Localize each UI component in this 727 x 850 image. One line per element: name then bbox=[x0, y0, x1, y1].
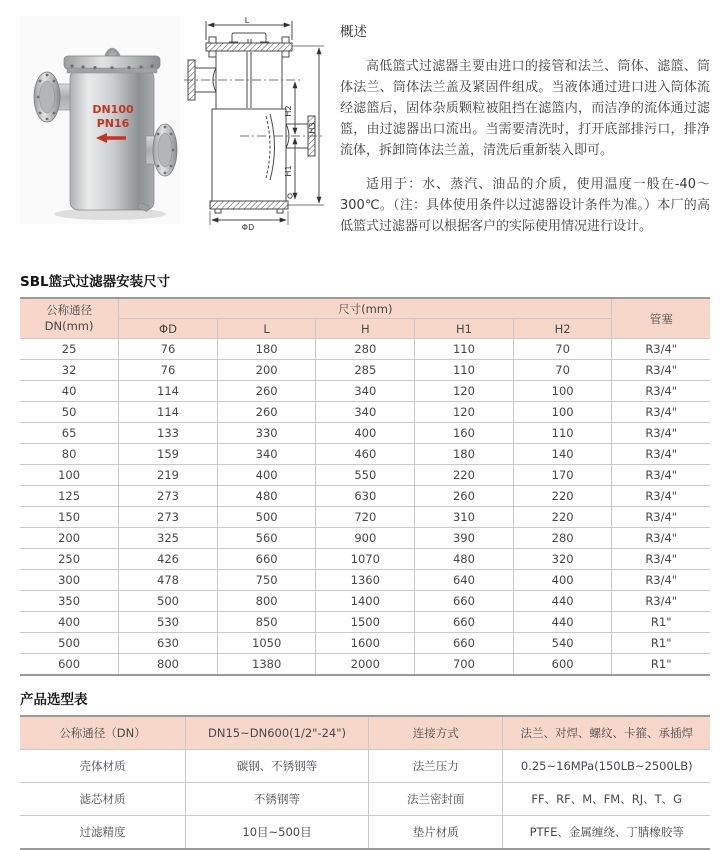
selection-cell: 10目~500目 bbox=[186, 816, 369, 850]
dimension-cell: 100 bbox=[513, 402, 612, 423]
dimension-cell: 120 bbox=[415, 381, 514, 402]
dimension-cell: 1360 bbox=[316, 570, 415, 591]
dimension-cell: 1070 bbox=[316, 549, 415, 570]
dimension-cell: 400 bbox=[217, 465, 316, 486]
dimension-cell: 273 bbox=[119, 486, 218, 507]
dimension-cell: 660 bbox=[415, 612, 514, 633]
dimension-cell: R1" bbox=[612, 612, 710, 633]
dimension-cell: 500 bbox=[217, 507, 316, 528]
dimension-cell: 340 bbox=[217, 444, 316, 465]
dimension-cell: 800 bbox=[217, 591, 316, 612]
dimension-cell: 40 bbox=[20, 381, 119, 402]
dimension-cell: R1" bbox=[612, 654, 710, 676]
dimension-table-header-row-2 bbox=[20, 319, 710, 339]
dim-label-H2: H2 bbox=[284, 105, 293, 117]
dimension-cell: 480 bbox=[217, 486, 316, 507]
product-photo bbox=[20, 16, 180, 224]
dimension-cell: 900 bbox=[316, 528, 415, 549]
header-dn-line1: 公称通径 bbox=[46, 303, 93, 318]
selection-cell: 不锈钢等 bbox=[186, 783, 369, 816]
dimension-cell: R3/4" bbox=[612, 402, 710, 423]
dimension-cell: 300 bbox=[20, 570, 119, 591]
selection-cell: 垫片材质 bbox=[368, 816, 503, 850]
dimension-cell: R3/4" bbox=[612, 423, 710, 444]
dim-label-L: L bbox=[244, 16, 250, 25]
header-phiD: ΦD bbox=[119, 319, 218, 339]
overview-paragraph-2: 适用于：水、蒸汽、油品的介质，使用温度一般在-40～300℃。（注：具体使用条件以过滤器设计条件为准。）本厂的高低篮式过滤器可以根据客户的实际使用情况进行设计。 bbox=[340, 177, 710, 235]
dimension-cell: 400 bbox=[513, 570, 612, 591]
dim-label-H1: H1 bbox=[284, 165, 293, 177]
dimension-table-row bbox=[20, 549, 710, 570]
dimension-table-row bbox=[20, 591, 710, 612]
dimension-cell: 480 bbox=[415, 549, 514, 570]
dimension-cell: 800 bbox=[119, 654, 218, 676]
dimension-cell: 100 bbox=[20, 465, 119, 486]
dimension-table-row bbox=[20, 444, 710, 465]
selection-table-row bbox=[20, 750, 710, 783]
dimension-cell: 850 bbox=[217, 612, 316, 633]
dimension-cell: 660 bbox=[415, 591, 514, 612]
dimension-cell: 460 bbox=[316, 444, 415, 465]
header-H2: H2 bbox=[513, 319, 612, 339]
selection-cell: 连接方式 bbox=[368, 716, 503, 750]
dimension-cell: 70 bbox=[513, 360, 612, 381]
dimension-cell: 160 bbox=[415, 423, 514, 444]
dimension-cell: 150 bbox=[20, 507, 119, 528]
dimension-table-row bbox=[20, 507, 710, 528]
dimension-cell: 220 bbox=[415, 465, 514, 486]
dimension-table-row bbox=[20, 465, 710, 486]
selection-cell: 法兰、对焊、螺纹、卡箍、承插焊 bbox=[503, 716, 710, 750]
dimension-cell: 200 bbox=[20, 528, 119, 549]
selection-cell: 公称通径（DN） bbox=[20, 716, 186, 750]
dimension-cell: 1050 bbox=[217, 633, 316, 654]
dimension-cell: 260 bbox=[217, 402, 316, 423]
dimension-cell: 530 bbox=[119, 612, 218, 633]
dimension-cell: 120 bbox=[415, 402, 514, 423]
dimension-cell: 540 bbox=[513, 633, 612, 654]
dimension-cell: 200 bbox=[217, 360, 316, 381]
dimension-cell: 400 bbox=[20, 612, 119, 633]
dimension-cell: 180 bbox=[415, 444, 514, 465]
dimension-cell: 170 bbox=[513, 465, 612, 486]
dimension-cell: 500 bbox=[119, 591, 218, 612]
selection-cell: 滤芯材质 bbox=[20, 783, 186, 816]
dimension-cell: 280 bbox=[513, 528, 612, 549]
selection-table-row bbox=[20, 716, 710, 750]
dimension-cell: 340 bbox=[316, 381, 415, 402]
header-dn bbox=[20, 298, 119, 339]
dimension-table-header-row-1 bbox=[20, 298, 710, 319]
dimension-cell: 180 bbox=[217, 339, 316, 360]
technical-drawing bbox=[182, 16, 332, 232]
dimension-cell: R3/4" bbox=[612, 360, 710, 381]
basket-strainer-photo bbox=[20, 16, 180, 224]
dimension-cell: 390 bbox=[415, 528, 514, 549]
dimension-cell: 400 bbox=[316, 423, 415, 444]
dimension-cell: 110 bbox=[415, 339, 514, 360]
dimension-cell: 440 bbox=[513, 591, 612, 612]
selection-cell: 法兰密封面 bbox=[368, 783, 503, 816]
dimension-cell: 320 bbox=[513, 549, 612, 570]
dimension-cell: R3/4" bbox=[612, 444, 710, 465]
dimension-table-title: SBL篮式过滤器安装尺寸 bbox=[20, 274, 171, 291]
dimension-cell: R1" bbox=[612, 633, 710, 654]
selection-table-title: 产品选型表 bbox=[20, 692, 88, 709]
dimension-cell: R3/4" bbox=[612, 507, 710, 528]
dimension-cell: 330 bbox=[217, 423, 316, 444]
dimension-cell: 260 bbox=[217, 381, 316, 402]
dimension-table-row bbox=[20, 381, 710, 402]
dimension-cell: 140 bbox=[513, 444, 612, 465]
dimension-cell: 133 bbox=[119, 423, 218, 444]
dimension-cell: R3/4" bbox=[612, 549, 710, 570]
dimension-cell: 325 bbox=[119, 528, 218, 549]
dimension-cell: 70 bbox=[513, 339, 612, 360]
dimension-cell: 700 bbox=[415, 654, 514, 676]
dimension-cell: 1380 bbox=[217, 654, 316, 676]
dimension-cell: 100 bbox=[513, 381, 612, 402]
dimension-cell: 500 bbox=[20, 633, 119, 654]
dimension-cell: 2000 bbox=[316, 654, 415, 676]
dimension-cell: 640 bbox=[415, 570, 514, 591]
dimension-cell: 125 bbox=[20, 486, 119, 507]
selection-cell: FF、RF、M、FM、RJ、T、G bbox=[503, 783, 710, 816]
dimension-cell: 660 bbox=[217, 549, 316, 570]
header-L: L bbox=[217, 319, 316, 339]
dimension-table-row bbox=[20, 528, 710, 549]
dimension-table-row bbox=[20, 402, 710, 423]
header-H1: H1 bbox=[415, 319, 514, 339]
dimension-cell: 220 bbox=[513, 486, 612, 507]
selection-cell: 0.25~16MPa(150LB~2500LB) bbox=[503, 750, 710, 783]
header-H: H bbox=[316, 319, 415, 339]
header-dn-line2: DN(mm) bbox=[44, 318, 94, 333]
dim-label-phiD: ΦD bbox=[241, 223, 255, 232]
dimension-cell: 25 bbox=[20, 339, 119, 360]
selection-cell: PTFE、金属缠绕、丁腈橡胶等 bbox=[503, 816, 710, 850]
dimension-table-row bbox=[20, 339, 710, 360]
dimension-cell: 220 bbox=[513, 507, 612, 528]
dimension-cell: 310 bbox=[415, 507, 514, 528]
dimension-table-row bbox=[20, 570, 710, 591]
dimension-cell: 250 bbox=[20, 549, 119, 570]
dimension-table-row bbox=[20, 360, 710, 381]
overview-paragraph-1: 高低篮式过滤器主要由进口的接管和法兰、筒体、滤篮、筒体法兰、筒体法兰盖及紧固件组成。当液体通过进口进入筒体流经滤篮后，固体杂质颗粒被阻挡在滤篮内，而洁净的流体通过滤篮，由过滤器出口流出。当需要清洗时，打开底部排污口，排净流体，拆卸筒体法兰盖，清洗后重新装入即可。 bbox=[340, 58, 710, 159]
dimension-cell: 720 bbox=[316, 507, 415, 528]
dimension-cell: 1600 bbox=[316, 633, 415, 654]
dimension-cell: 750 bbox=[217, 570, 316, 591]
dim-label-H3: H3 bbox=[308, 122, 317, 134]
dimension-cell: 660 bbox=[415, 633, 514, 654]
overview-title: 概述 bbox=[340, 24, 367, 40]
dimension-cell: 114 bbox=[119, 402, 218, 423]
selection-table-row bbox=[20, 783, 710, 816]
dimension-cell: R3/4" bbox=[612, 465, 710, 486]
dimension-cell: R3/4" bbox=[612, 486, 710, 507]
dimension-table bbox=[20, 297, 710, 676]
top-section bbox=[20, 16, 710, 250]
dimension-cell: R3/4" bbox=[612, 381, 710, 402]
dimension-table-row bbox=[20, 654, 710, 676]
dimension-cell: 80 bbox=[20, 444, 119, 465]
dimension-cell: 426 bbox=[119, 549, 218, 570]
dimension-cell: 76 bbox=[119, 360, 218, 381]
selection-cell: 过滤精度 bbox=[20, 816, 186, 850]
dimension-table-row bbox=[20, 633, 710, 654]
photo-label-dn: DN100 bbox=[92, 103, 134, 116]
dimension-cell: 1500 bbox=[316, 612, 415, 633]
dimension-cell: 110 bbox=[513, 423, 612, 444]
dimension-cell: 285 bbox=[316, 360, 415, 381]
header-plug: 管塞 bbox=[612, 298, 710, 339]
header-size-group: 尺寸(mm) bbox=[119, 298, 612, 319]
dimension-cell: R3/4" bbox=[612, 570, 710, 591]
selection-cell: 法兰压力 bbox=[368, 750, 503, 783]
dimension-cell: 550 bbox=[316, 465, 415, 486]
selection-cell: 壳体材质 bbox=[20, 750, 186, 783]
dimension-table-row bbox=[20, 612, 710, 633]
dimension-cell: 273 bbox=[119, 507, 218, 528]
dimension-cell: 478 bbox=[119, 570, 218, 591]
dimension-table-row bbox=[20, 423, 710, 444]
overview-section bbox=[332, 16, 710, 250]
dimension-cell: 260 bbox=[415, 486, 514, 507]
dimension-cell: 159 bbox=[119, 444, 218, 465]
photo-label-pn: PN16 bbox=[96, 117, 130, 130]
selection-table-row bbox=[20, 816, 710, 850]
dimension-cell: 32 bbox=[20, 360, 119, 381]
dimension-cell: 114 bbox=[119, 381, 218, 402]
dimension-cell: 76 bbox=[119, 339, 218, 360]
dimension-cell: 280 bbox=[316, 339, 415, 360]
selection-cell: DN15~DN600(1/2"-24") bbox=[186, 716, 369, 750]
dimension-cell: 50 bbox=[20, 402, 119, 423]
selection-table bbox=[20, 715, 710, 850]
dimension-cell: 110 bbox=[415, 360, 514, 381]
dimension-cell: 1400 bbox=[316, 591, 415, 612]
dimension-cell: 65 bbox=[20, 423, 119, 444]
strainer-dimension-drawing bbox=[182, 16, 332, 232]
dimension-cell: 219 bbox=[119, 465, 218, 486]
dimension-cell: 440 bbox=[513, 612, 612, 633]
dimension-cell: 340 bbox=[316, 402, 415, 423]
dimension-cell: 630 bbox=[316, 486, 415, 507]
dimension-cell: 600 bbox=[513, 654, 612, 676]
dimension-cell: R3/4" bbox=[612, 528, 710, 549]
dimension-cell: R3/4" bbox=[612, 591, 710, 612]
dimension-cell: 350 bbox=[20, 591, 119, 612]
dimension-cell: 560 bbox=[217, 528, 316, 549]
dimension-cell: 600 bbox=[20, 654, 119, 676]
dimension-table-row bbox=[20, 486, 710, 507]
dimension-cell: 630 bbox=[119, 633, 218, 654]
selection-cell: 碳钢、不锈钢等 bbox=[186, 750, 369, 783]
dimension-cell: R3/4" bbox=[612, 339, 710, 360]
